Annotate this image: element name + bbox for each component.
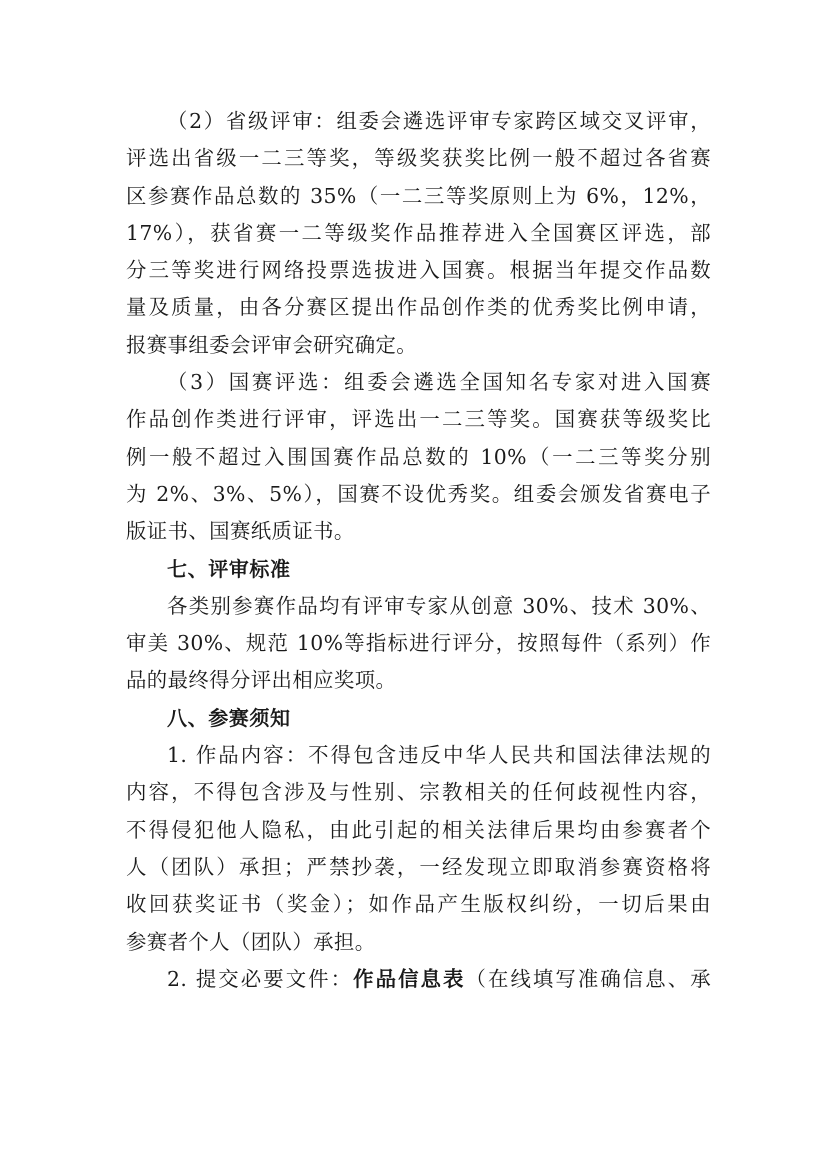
text-line: 品的最终得分评出相应奖项。 [126, 668, 397, 693]
text-line: 人（团队）承担；严禁抄袭，一经发现立即取消参赛资格将 [126, 854, 711, 879]
text-line: 量及质量，由各分赛区提出作品创作类的优秀奖比例申请， [126, 295, 711, 320]
submit-lead: 2. 提交必要文件： [167, 966, 354, 991]
text-line: 报赛事组委会评审会研究确定。 [126, 332, 418, 357]
text-line: 17%），获省赛一二等级奖作品推荐进入全国赛区评选，部 [126, 220, 711, 245]
section-heading-entry-notes: 八、参赛须知 [167, 705, 291, 730]
paragraph-national-review [126, 364, 711, 550]
text-line: 各类别参赛作品均有评审专家从创意 30%、技术 30%、 [167, 593, 711, 618]
text-line: （3）国赛评选：组委会遴选全国知名专家对进入国赛 [167, 370, 711, 395]
text-line: 为 2%、3%、5%），国赛不设优秀奖。组委会颁发省赛电子 [126, 481, 711, 506]
submit-rest: （在线填写准确信息、承 [465, 966, 712, 991]
text-line: 版证书、国赛纸质证书。 [126, 519, 355, 544]
text-line: 1. 作品内容：不得包含违反中华人民共和国法律法规的 [167, 743, 711, 768]
text-line [126, 961, 711, 998]
paragraph-provincial-review [126, 103, 711, 364]
text-line: 参赛者个人（团队）承担。 [126, 929, 376, 954]
section-heading-review-criteria: 七、评审标准 [167, 556, 291, 581]
text-line: 审美 30%、规范 10%等指标进行评分，按照每件（系列）作 [126, 631, 711, 656]
info-form-label: 作品信息表 [353, 966, 466, 991]
text-line: 区参赛作品总数的 35%（一二三等奖原则上为 6%，12%， [126, 183, 711, 208]
text-line: 作品创作类进行评审，评选出一二三等奖。国赛获等级奖比 [126, 407, 711, 432]
text-line: 例一般不超过入围国赛作品总数的 10%（一二三等奖分别 [126, 444, 711, 469]
text-line: 分三等奖进行网络投票选拔进入国赛。根据当年提交作品数 [126, 258, 711, 283]
text-line: （2）省级评审：组委会遴选评审专家跨区域交叉评审， [167, 109, 711, 133]
text-line: 不得侵犯他人隐私，由此引起的相关法律后果均由参赛者个 [126, 817, 711, 842]
document-page [126, 103, 711, 998]
paragraph-submit-files [126, 961, 711, 998]
text-line: 内容，不得包含涉及与性别、宗教相关的任何歧视性内容， [126, 780, 711, 805]
paragraph-work-content [126, 737, 711, 961]
text-line: 评选出省级一二三等奖，等级奖获奖比例一般不超过各省赛 [126, 146, 711, 171]
paragraph-review-criteria [126, 588, 711, 700]
text-line: 收回获奖证书（奖金）；如作品产生版权纠纷，一切后果由 [126, 892, 711, 917]
